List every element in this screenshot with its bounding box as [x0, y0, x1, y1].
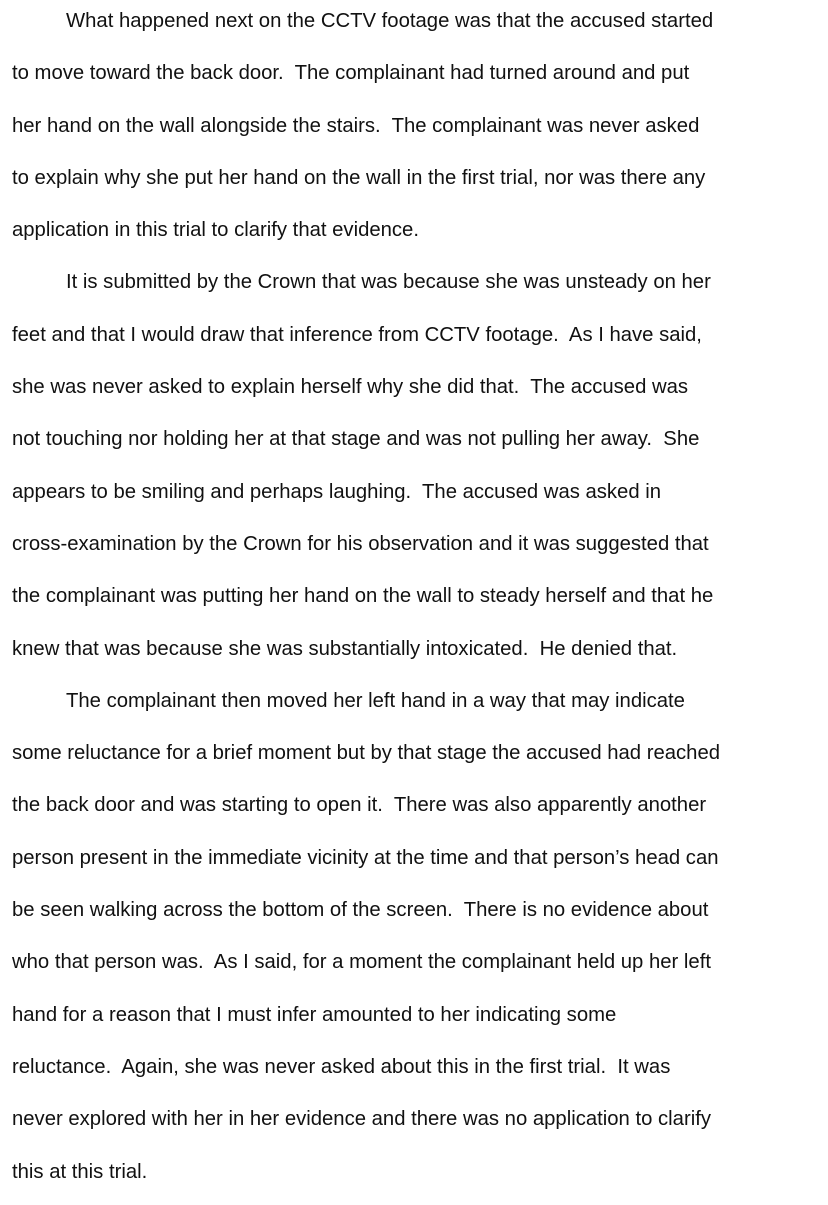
text-line: be seen walking across the bottom of the screen. There is no evidence about: [12, 899, 709, 922]
text-line: the back door and was starting to open it. There was also apparently another: [12, 794, 707, 817]
text-line: The complainant then moved her left hand in a way that may indicate: [66, 689, 685, 712]
text-line: hand for a reason that I must infer amounted to her indicating some: [12, 1003, 617, 1026]
text-line: knew that was because she was substantially intoxicated. He denied that.: [12, 637, 678, 660]
text-line: What happened next on the CCTV footage was that the accused started: [66, 10, 714, 32]
text-line: to explain why she put her hand on the wall in the first trial, nor was there any: [12, 166, 706, 189]
text-line: the complainant was putting her hand on the wall to steady herself and that he: [12, 585, 714, 608]
text-line: appears to be smiling and perhaps laughing. The accused was asked in: [12, 480, 662, 503]
text-line: It is submitted by the Crown that was because she was unsteady on her: [66, 271, 711, 294]
text-line: she was never asked to explain herself why she did that. The accused was: [12, 376, 689, 399]
paragraph-3: [12, 682, 812, 1205]
document-page: [12, 2, 812, 1205]
text-line: this at this trial.: [12, 1160, 148, 1183]
text-line: reluctance. Again, she was never asked about this in the first trial. It was: [12, 1055, 671, 1078]
paragraph-1: [12, 2, 812, 263]
text-line: feet and that I would draw that inference from CCTV footage. As I have said,: [12, 323, 702, 346]
text-line: application in this trial to clarify that evidence.: [12, 219, 419, 242]
text-line: person present in the immediate vicinity at the time and that person’s head can: [12, 846, 719, 869]
text-line: cross-examination by the Crown for his observation and it was suggested that: [12, 532, 709, 555]
paragraph-2: [12, 263, 812, 681]
text-line: her hand on the wall alongside the stairs. The complainant was never asked: [12, 114, 700, 137]
text-line: not touching nor holding her at that stage and was not pulling her away. She: [12, 428, 700, 451]
text-line: some reluctance for a brief moment but by that stage the accused had reached: [12, 742, 721, 765]
text-line: to move toward the back door. The complainant had turned around and put: [12, 62, 690, 85]
text-line: who that person was. As I said, for a moment the complainant held up her left: [12, 951, 711, 974]
text-line: never explored with her in her evidence and there was no application to clarify: [12, 1108, 711, 1131]
